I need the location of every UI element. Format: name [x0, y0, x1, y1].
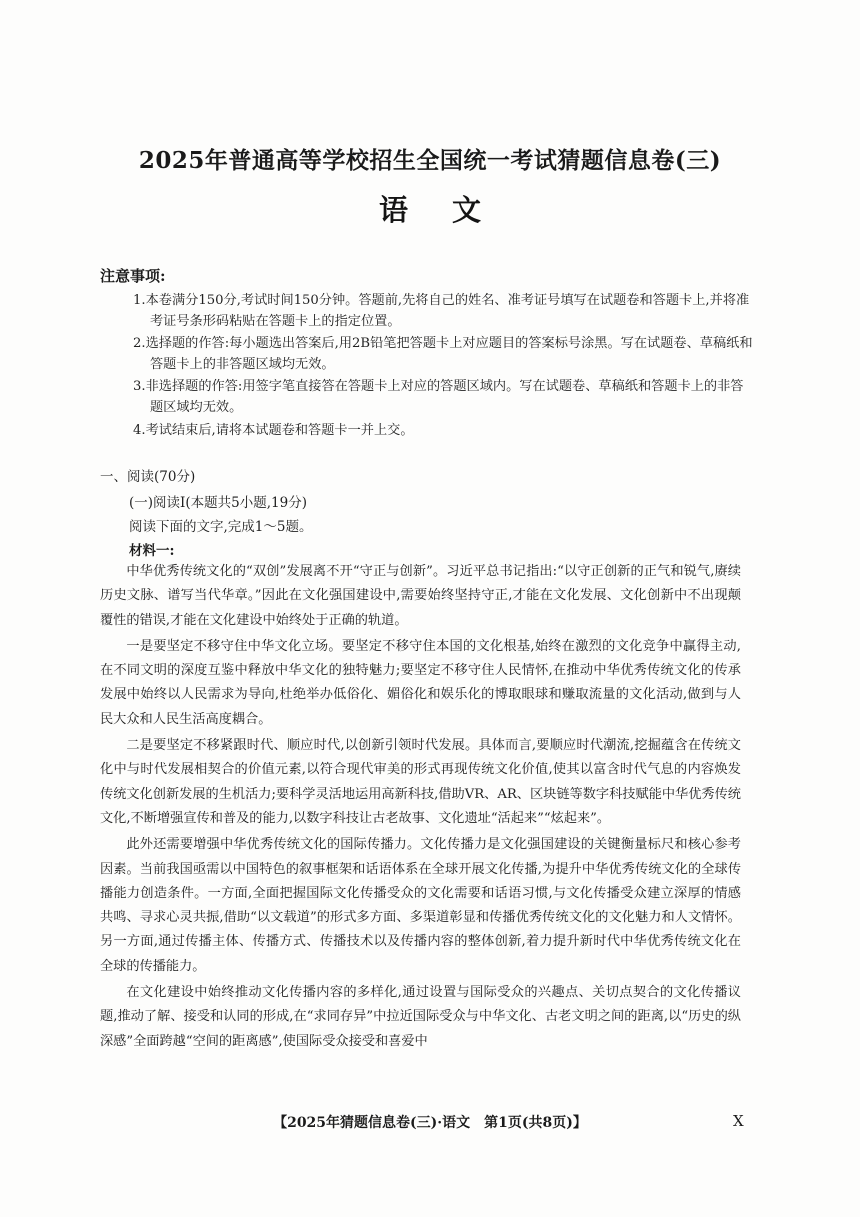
reading-instruction: 阅读下面的文字,完成1～5题。	[129, 519, 313, 535]
section-heading: 一、阅读(70分)	[100, 469, 196, 485]
article-paragraph: 二是要坚定不移紧跟时代、顺应时代,以创新引领时代发展。具体而言,要顺应时代潮流,挖掘蕴含在传统文化中与时代发展相契合的价值元素,以符合现代审美的形式再现传统文化价值,使其以富含时代气息的内容焕发传统文化创新发展的生机活力;要科学灵活地运用高新科技,借助VR、AR、区块链等数字科技赋能中华优秀传统文化,不断增强宣传和普及的能力,以数字科技让古老故事、文化遗址“活起来”“炫起来”。	[100, 738, 741, 826]
material-label: 材料一:	[129, 543, 175, 559]
article-paragraph: 中华优秀传统文化的“双创”发展离不开“守正与创新”。习近平总书记指出:“以守正创新的正气和锐气,赓续历史文脉、谱写当代华章。”因此在文化强国建设中,需要始终坚持守正,才能在文化发展、文化创新中不出现颠覆性的错误,才能在文化建设中始终处于正确的轨道。	[100, 564, 741, 628]
exam-title: 2025年普通高等学校招生全国统一考试猜题信息卷(三)	[138, 147, 722, 174]
footer-mark: X	[733, 1112, 744, 1130]
notice-item: 1.本卷满分150分,考试时间150分钟。答题前,先将自己的姓名、准考证号填写在试题卷和答题卡上,并将准考证号条形码粘贴在答题卡上的指定位置。	[133, 293, 750, 329]
article-paragraph: 在文化建设中始终推动文化传播内容的多样化,通过设置与国际受众的兴趣点、关切点契合的文化传播议题,推动了解、接受和认同的形成,在“求同存异”中拉近国际受众与中华文化、古老文明之间的距离,以“历史的纵深感”全面跨越“空间的距离感”,使国际受众接受和喜爱中	[100, 985, 741, 1049]
notice-list	[133, 291, 753, 443]
notice-item: 2.选择题的作答:每小题选出答案后,用2B铅笔把答题卡上对应题目的答案标号涂黑。写在试题卷、草稿纸和答题卡上的非答题区域均无效。	[133, 336, 753, 372]
reading-article	[100, 560, 741, 1056]
page-footer: 【2025年猜题信息卷(三)·语文 第1页(共8页)】	[273, 1115, 587, 1131]
sub-section-heading: (一)阅读Ⅰ(本题共5小题,19分)	[129, 495, 307, 511]
notice-item: 3.非选择题的作答:用签字笔直接答在答题卡上对应的答题区域内。写在试题卷、草稿纸和答题卡上的非答题区域均无效。	[133, 379, 744, 415]
notice-item: 4.考试结束后,请将本试题卷和答题卡一并上交。	[133, 422, 414, 438]
subject-title: 语文	[378, 193, 525, 227]
notice-heading: 注意事项:	[100, 267, 166, 285]
article-paragraph: 此外还需要增强中华优秀传统文化的国际传播力。文化传播力是文化强国建设的关键衡量标尺和核心参考因素。当前我国亟需以中国特色的叙事框架和话语体系在全球开展文化传播,为提升中华优秀传统文化的全球传播能力创造条件。一方面,全面把握国际文化传播受众的文化需要和话语习惯,与文化传播受众建立深厚的情感共鸣、寻求心灵共振,借助“以文载道”的形式多方面、多渠道彰显和传播优秀传统文化的文化魅力和人文情怀。另一方面,通过传播主体、传播方式、传播技术以及传播内容的整体创新,着力提升新时代中华优秀传统文化在全球的传播能力。	[100, 837, 742, 974]
article-paragraph: 一是要坚定不移守住中华文化立场。要坚定不移守住本国的文化根基,始终在激烈的文化竞争中赢得主动,在不同文明的深度互鉴中释放中华文化的独特魅力;要坚定不移守住人民情怀,在推动中华优秀传统文化的传承发展中始终以人民需求为导向,杜绝举办低俗化、媚俗化和娱乐化的博取眼球和赚取流量的文化活动,做到与人民大众和人民生活高度耦合。	[100, 638, 741, 727]
